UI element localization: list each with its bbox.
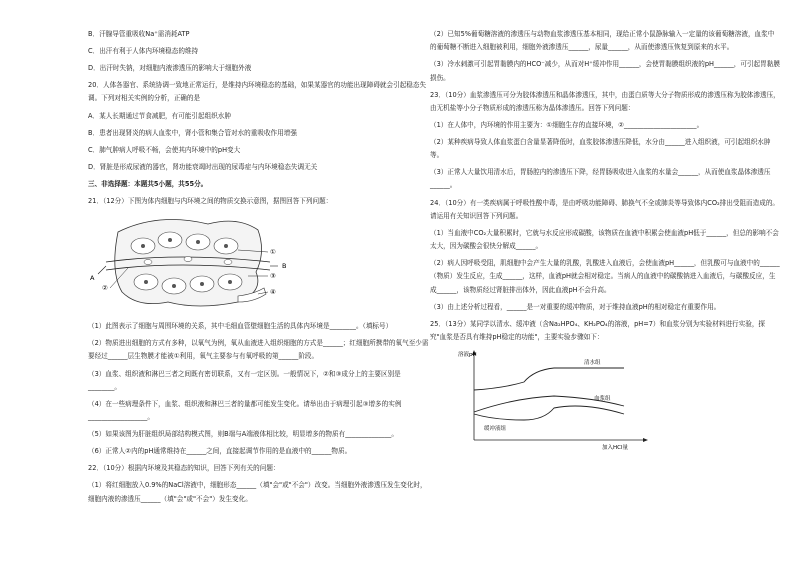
water-series-label: 清水组 <box>584 360 601 367</box>
label-b: B <box>282 262 287 271</box>
q22-part-1: （1）将红细胞放入0.9%的NaCl溶液中，细胞形态______（填"会"或"不会"）改变。当细胞外液渗透压发生变化时，细胞内液的渗透压______（填"会"或"不会"）发生变化。 <box>88 481 427 503</box>
ph-curve-figure <box>430 348 780 452</box>
question-24-stem: 24．（10分）有一类疾病属于呼吸性酸中毒，是由呼吸功能障碍、肺换气不全或肺炎等导致体内CO₂排出受阻而造成的。请运用有关知识回答下列问题。 <box>430 198 780 220</box>
label-1: ① <box>270 248 276 257</box>
q21-part-1: （1）此图表示了细胞与周围环境的关系，其中毛细血管壁细胞生活的具体内环境是________。（填标号） <box>88 322 393 331</box>
q21-part-6: （6）正常人②内的pH通常维持在______之间，直接起调节作用的是血液中的______物质。 <box>88 447 352 456</box>
q24-part-3: （3）由上述分析过程看，______是一对重要的缓冲物质，对于维持血液pH的相对稳定有重要作用。 <box>430 302 721 311</box>
q23-part-1: （1）在人体中，内环境的作用主要为：①细胞生存的直接环境，②______________________。 <box>430 120 704 129</box>
q20-option-a: A．某人长期通过节食减肥，有可能引起组织水肿 <box>88 111 231 120</box>
question-21-stem: 21．（12分）下图为体内细胞与内环境之间的物质交换示意图，据图回答下列问题： <box>88 197 333 206</box>
q24-part-2: （2）病人因呼吸受阻，肌细胞中会产生大量的乳酸，乳酸进入血液后，会使血液pH______，但乳酸可与血液中的______（物质）发生反应，生成______，这样，血液pH就会相对稳定。当病人的血液中的碳酸钠进入血液后，与碳酸反应，生成______，该物质经过肾脏排出体外，因此血液pH不会升高。 <box>430 259 780 294</box>
label-3: ③ <box>270 272 276 281</box>
question-22-stem: 22．（10分）根据内环境及其稳态的知识，回答下列有关的问题： <box>88 464 280 473</box>
q19-option-c: C．出汗有利于人体内环境稳态的维持 <box>88 47 199 56</box>
q21-part-4: （4）在一些病理条件下，血浆、组织液和淋巴三者的量都可能发生变化。请举出由于病理引起③增多的实例__________________。 <box>88 399 402 422</box>
tissue-exchange-figure <box>88 212 433 316</box>
ph-chart-svg <box>454 348 654 452</box>
label-4: ④ <box>270 288 276 297</box>
q23-part-2: （2）某种疾病导致人体血浆蛋白含量显著降低时，血浆胶体渗透压降低，水分由______进入组织液，可引起组织水肿等。 <box>430 137 771 160</box>
question-20-stem: 20．人体各器官、系统协调一致地正常运行，是维持内环境稳态的基础，如果某器官的功能出现障碍就会引起稳态失调。下列对相关实例的分析，正确的是 <box>88 81 427 103</box>
q19-option-b: B．汗腺导管重吸收Na⁺需消耗ATP <box>88 30 190 38</box>
plasma-series-label: 血浆组 <box>594 396 611 403</box>
q21-part-2: （2）物质进出细胞的方式有多种，以氧气为例，氧从血液进入组织细胞的方式是______；红细胞所携带的氧气至少需要经过______层生物膜才能被①利用，氧气主要参与有氧呼吸的第______阶段。 <box>88 339 429 361</box>
label-2: ② <box>102 284 108 293</box>
y-axis-label: 溶液pH <box>458 352 477 359</box>
q19-option-d: D．出汗时失钠，对细胞内液渗透压的影响大于细胞外液 <box>88 64 252 73</box>
q20-option-c: C．肺气肿病人呼吸不畅，会使其内环境中的pH变大 <box>88 145 241 154</box>
water-curve <box>474 368 624 390</box>
question-25-stem: 25．（13分）某同学以清水、缓冲液（含Na₂HPO₄、KH₂PO₄的溶液，pH=7）和血浆分别为实验材料进行实验，探究"血浆是否具有维持pH稳定的功能"，主要实验步骤如下： <box>430 319 766 341</box>
left-column <box>88 28 433 510</box>
label-a: A <box>90 274 95 283</box>
tissue-diagram-svg <box>88 212 433 316</box>
section-three-heading: 三、非选择题：本题共5小题，共55分。 <box>88 179 208 188</box>
buffer-curve <box>474 406 624 420</box>
q21-part-5: （5）如果该图为肝脏组织局部结构模式图，则B端与A端液体相比较，明显增多的物质有______________。 <box>88 430 398 439</box>
right-column <box>430 28 780 452</box>
q24-part-1: （1）当血液中CO₂大量积累时，它就与水反应形成碳酸，该物质在血液中积累会使血液pH低于______，但总的影响不会太大，因为碳酸会很快分解成______。 <box>430 228 779 251</box>
x-axis-label: 加入HCl量 <box>602 445 629 452</box>
q22-part-3: （3）冷水刺激可引起胃黏膜内的HCO⁻减少，从而对H⁺缓冲作用______，会使胃黏膜组织液的pH______，可引起胃黏膜损伤。 <box>430 60 780 82</box>
q20-option-d: D．肾脏是形成尿液的器官，肾功能衰竭时出现的尿毒症与内环境稳态失调无关 <box>88 162 318 171</box>
q23-part-3: （3）正常人大量饮用清水后，胃肠腔内的渗透压下降，经胃肠吸收进入血浆的水量会______，从而使血浆晶体渗透压______。 <box>430 168 771 190</box>
q21-part-3: （3）血浆、组织液和淋巴三者之间既有密切联系，又有一定区别。一般情况下，②和③成分上的主要区别是________。 <box>88 369 401 391</box>
buffer-series-label: 缓冲液组 <box>484 426 507 433</box>
q20-option-b: B．患者出现肾炎的病人血浆中，肾小管和集合管对水的重吸收作用增强 <box>88 128 297 137</box>
q22-part-2: （2）已知5%葡萄糖溶液的渗透压与动物血浆渗透压基本相同，现给正常小鼠静脉输入一定量的该葡萄糖溶液，血浆中的葡萄糖不断进入细胞被利用，细胞外液渗透压______，尿量______，从而使渗透压恢复到原来的水平。 <box>430 30 775 52</box>
question-23-stem: 23．（10分）血浆渗透压可分为胶体渗透压和晶体渗透压，其中，由蛋白质等大分子物质形成的渗透压称为胶体渗透压，由无机盐等小分子物质形成的渗透压称为晶体渗透压。回答下列问题： <box>430 90 780 112</box>
